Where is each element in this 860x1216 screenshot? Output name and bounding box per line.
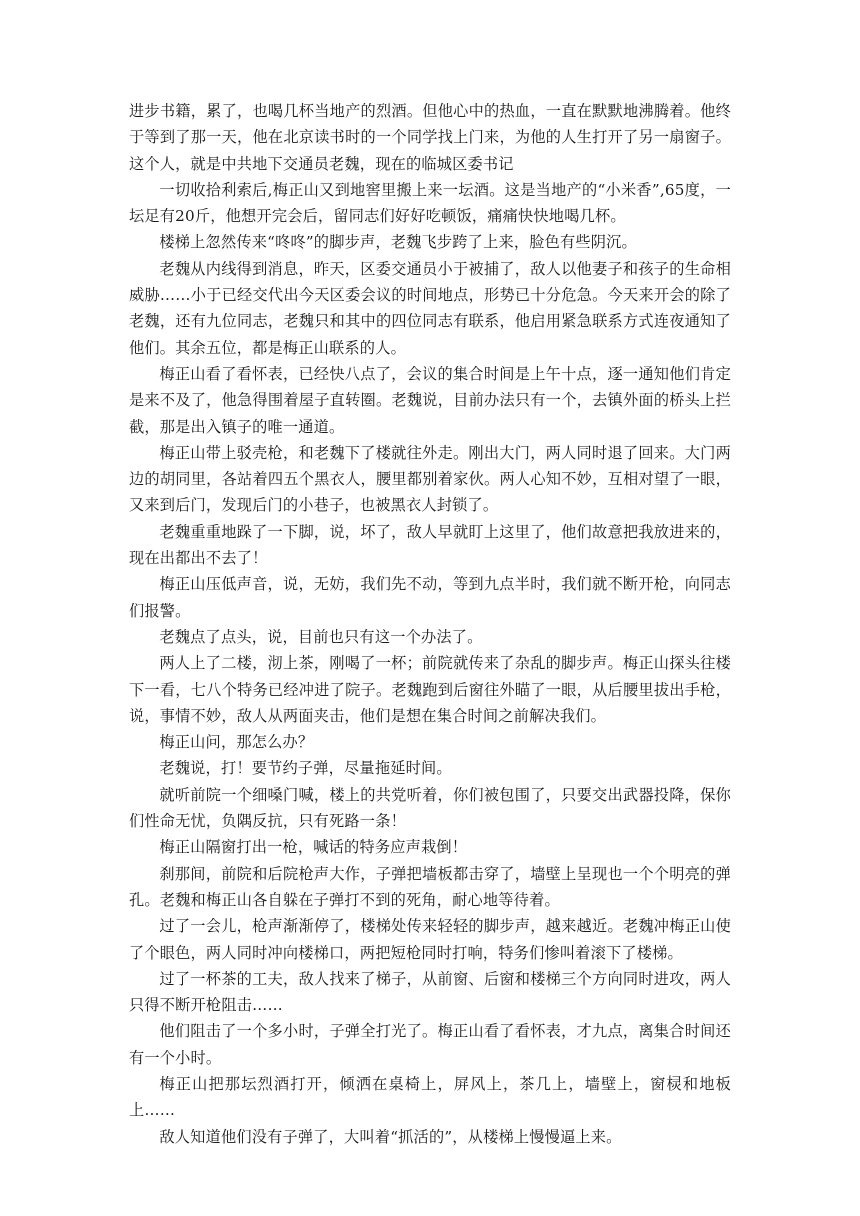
paragraph: 老魏从内线得到消息，昨天，区委交通员小于被捕了，敌人以他妻子和孩子的生命相威胁……小于已经交代出今天区委会议的时间地点，形势已十分危急。今天来开会的除了老魏，还有九位同志，老魏只和其中的四位同志有联系，他启用紧急联系方式连夜通知了他们。其余五位，都是梅正山联系的人。 xyxy=(129,259,731,357)
paragraph: 敌人知道他们没有子弹了，大叫着“抓活的”，从楼梯上慢慢逼上来。 xyxy=(159,1127,622,1146)
paragraph: 梅正山压低声音，说，无妨，我们先不动，等到九点半时，我们就不断开枪，向同志们报警。 xyxy=(129,575,731,620)
paragraph: 梅正山问，那怎么办？ xyxy=(159,733,314,752)
paragraph: 他们阻击了一个多小时，子弹全打光了。梅正山看了看怀表，才九点，离集合时间还有一个小时。 xyxy=(129,1022,731,1067)
paragraph: 刹那间，前院和后院枪声大作，子弹把墙板都击穿了，墙壁上呈现也一个个明亮的弹孔。老魏和梅正山各自躲在子弹打不到的死角，耐心地等待着。 xyxy=(129,864,731,909)
paragraph: 过了一会儿，枪声渐渐停了，楼梯处传来轻轻的脚步声，越来越近。老魏冲梅正山使了个眼色，两人同时冲向楼梯口，两把短枪同时打响，特务们惨叫着滚下了楼梯。 xyxy=(129,917,731,962)
paragraph: 梅正山隔窗打出一枪，喊话的特务应声栽倒！ xyxy=(159,838,468,857)
paragraph: 梅正山看了看怀表，已经快八点了，会议的集合时间是上午十点，逐一通知他们肯定是来不及了，他急得围着屋子直转圈。老魏说，目前办法只有一个，去镇外面的桥头上拦截，那是出入镇子的唯一通道。 xyxy=(129,364,731,436)
paragraph-continuation: 进步书籍，累了，也喝几杯当地产的烈酒。但他心中的热血，一直在默默地沸腾着。他终于等到了那一天，他在北京读书时的一个同学找上门来，为他的人生打开了另一扇窗子。 这个人，就是中共地下交通员老魏，现在的临城区委书记 xyxy=(129,102,731,173)
paragraph: 老魏点了点头，说，目前也只有这一个办法了。 xyxy=(159,627,483,646)
paragraph: 梅正山把那坛烈酒打开，倾洒在桌椅上，屏风上，茶几上，墙壁上，窗棂和地板上…… xyxy=(129,1074,731,1120)
paragraph: 楼梯上忽然传来“咚咚”的脚步声，老魏飞步跨了上来，脸色有些阴沉。 xyxy=(159,233,637,252)
paragraph: 梅正山带上驳壳枪，和老魏下了楼就往外走。刚出大门，两人同时退了回来。大门两边的胡同里，各站着四五个黑衣人，腰里都别着家伙。两人心知不妙，互相对望了一眼，又来到后门，发现后门的小巷子，也被黑衣人封锁了。 xyxy=(129,443,731,515)
paragraph: 老魏重重地跺了一下脚，说，坏了，敌人早就盯上这里了，他们故意把我放进来的，现在出都出不去了！ xyxy=(129,522,731,568)
document-body xyxy=(129,98,731,1150)
paragraph: 就听前院一个细嗓门喊，楼上的共党听着，你们被包围了，只要交出武器投降，保你们性命无忧，负隅反抗，只有死路一条！ xyxy=(129,785,731,831)
paragraph: 老魏说，打！要节约子弹，尽量拖延时间。 xyxy=(159,759,452,778)
paragraph: 一切收拾利索后,梅正山又到地窖里搬上来一坛酒。这是当地产的“小米香”,65度，一坛足有20斤，他想开完会后，留同志们好好吃顿饭，痛痛快快地喝几杯。 xyxy=(129,180,731,226)
paragraph: 过了一杯茶的工夫，敌人找来了梯子，从前窗、后窗和楼梯三个方向同时进攻，两人只得不断开枪阻击…… xyxy=(129,969,731,1015)
paragraph: 两人上了二楼，沏上茶，刚喝了一杯；前院就传来了杂乱的脚步声。梅正山探头往楼下一看，七八个特务已经冲进了院子。老魏跑到后窗往外瞄了一眼，从后腰里拔出手枪，说，事情不妙，敌人从两面夹击，他们是想在集合时间之前解决我们。 xyxy=(129,654,731,725)
